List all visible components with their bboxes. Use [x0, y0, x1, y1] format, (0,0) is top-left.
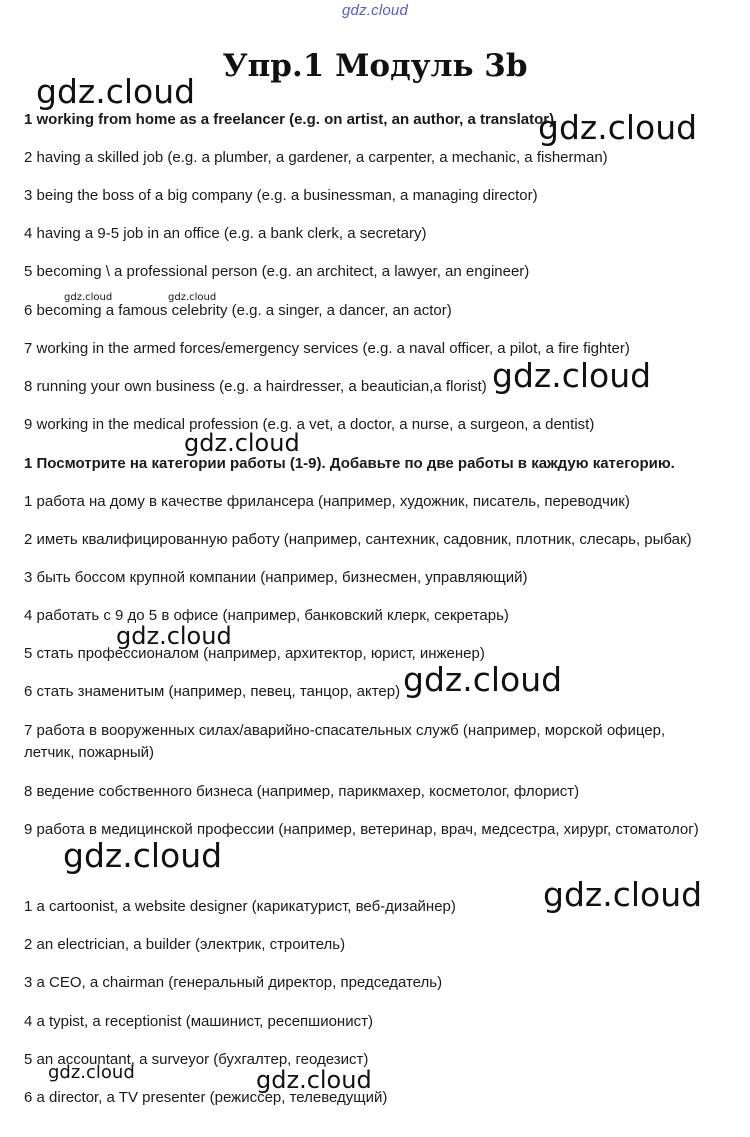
site-mark: gdz.cloud: [341, 2, 408, 19]
answer-3: 3 a CEO, a chairman (генеральный директор, председатель): [24, 974, 443, 991]
russian-item-1: 1 работа на дому в качестве фрилансера (например, художник, писатель, переводчик): [24, 493, 630, 510]
russian-item-5: 5 стать профессионалом (например, архитектор, юрист, инженер): [24, 645, 485, 662]
watermark: gdz.cloud: [492, 356, 652, 395]
watermark: gdz.cloud: [184, 429, 300, 457]
english-item-1: 1 working from home as a freelancer (e.g. on artist, an author, a translator): [24, 111, 555, 128]
watermark: gdz.cloud: [116, 622, 232, 650]
page-title: Упр.1 Модуль 3b: [222, 48, 528, 84]
english-item-9: 9 working in the medical profession (e.g. a vet, a doctor, a nurse, a surgeon, a dentist): [24, 416, 595, 433]
watermark: gdz.cloud: [64, 292, 113, 303]
answer-6: 6 a director, a TV presenter (режиссер, телеведущий): [24, 1089, 388, 1106]
watermark: gdz.cloud: [36, 72, 196, 111]
english-item-3: 3 being the boss of a big company (e.g. a businessman, a managing director): [24, 187, 538, 204]
english-item-4: 4 having a 9-5 job in an office (e.g. a bank clerk, a secretary): [24, 225, 427, 242]
russian-item-4: 4 работать с 9 до 5 в офисе (например, банковский клерк, секретарь): [24, 607, 509, 624]
watermark: gdz.cloud: [63, 836, 223, 875]
answer-4: 4 a typist, a receptionist (машинист, ресепшионист): [24, 1013, 373, 1030]
english-item-2: 2 having a skilled job (e.g. a plumber, a gardener, a carpenter, a mechanic, a fisherman): [24, 149, 608, 166]
russian-item-3: 3 быть боссом крупной компании (например, бизнесмен, управляющий): [24, 569, 528, 586]
watermark: gdz.cloud: [48, 1062, 135, 1083]
answer-5: 5 an accountant, a surveyor (бухгалтер, геодезист): [24, 1051, 369, 1068]
english-item-7: 7 working in the armed forces/emergency services (e.g. a naval officer, a pilot, a fire fighter): [24, 340, 630, 357]
russian-item-2: 2 иметь квалифицированную работу (например, сантехник, садовник, плотник, слесарь, рыбак): [24, 531, 692, 548]
answer-2: 2 an electrician, a builder (электрик, строитель): [24, 936, 346, 953]
english-item-8: 8 running your own business (e.g. a hairdresser, a beautician,a florist): [24, 378, 487, 395]
russian-item-6: 6 стать знаменитым (например, певец, танцор, актер): [24, 683, 401, 700]
watermark: gdz.cloud: [543, 875, 703, 914]
watermark: gdz.cloud: [538, 108, 698, 147]
task-heading: 1 Посмотрите на категории работы (1-9). Добавьте по две работы в каждую категорию.: [24, 455, 675, 472]
answer-1: 1 a cartoonist, a website designer (карикатурист, веб-дизайнер): [24, 898, 456, 915]
russian-item-9: 9 работа в медицинской профессии (например, ветеринар, врач, медсестра, хирург, стоматолог): [24, 821, 699, 838]
russian-item-7: 7 работа в вооруженных силах/аварийно-спасательных служб (например, морской офицер,: [24, 722, 666, 739]
english-item-6: 6 becoming a famous celebrity (e.g. a singer, a dancer, an actor): [24, 302, 452, 319]
russian-item-8: 8 ведение собственного бизнеса (например, парикмахер, косметолог, флорист): [24, 783, 580, 800]
watermark: gdz.cloud: [256, 1066, 372, 1094]
watermark: gdz.cloud: [168, 292, 217, 303]
watermark: gdz.cloud: [403, 660, 563, 699]
english-item-5: 5 becoming \ a professional person (e.g. an architect, a lawyer, an engineer): [24, 263, 530, 280]
russian-item-7-continued: летчик, пожарный): [24, 744, 155, 761]
